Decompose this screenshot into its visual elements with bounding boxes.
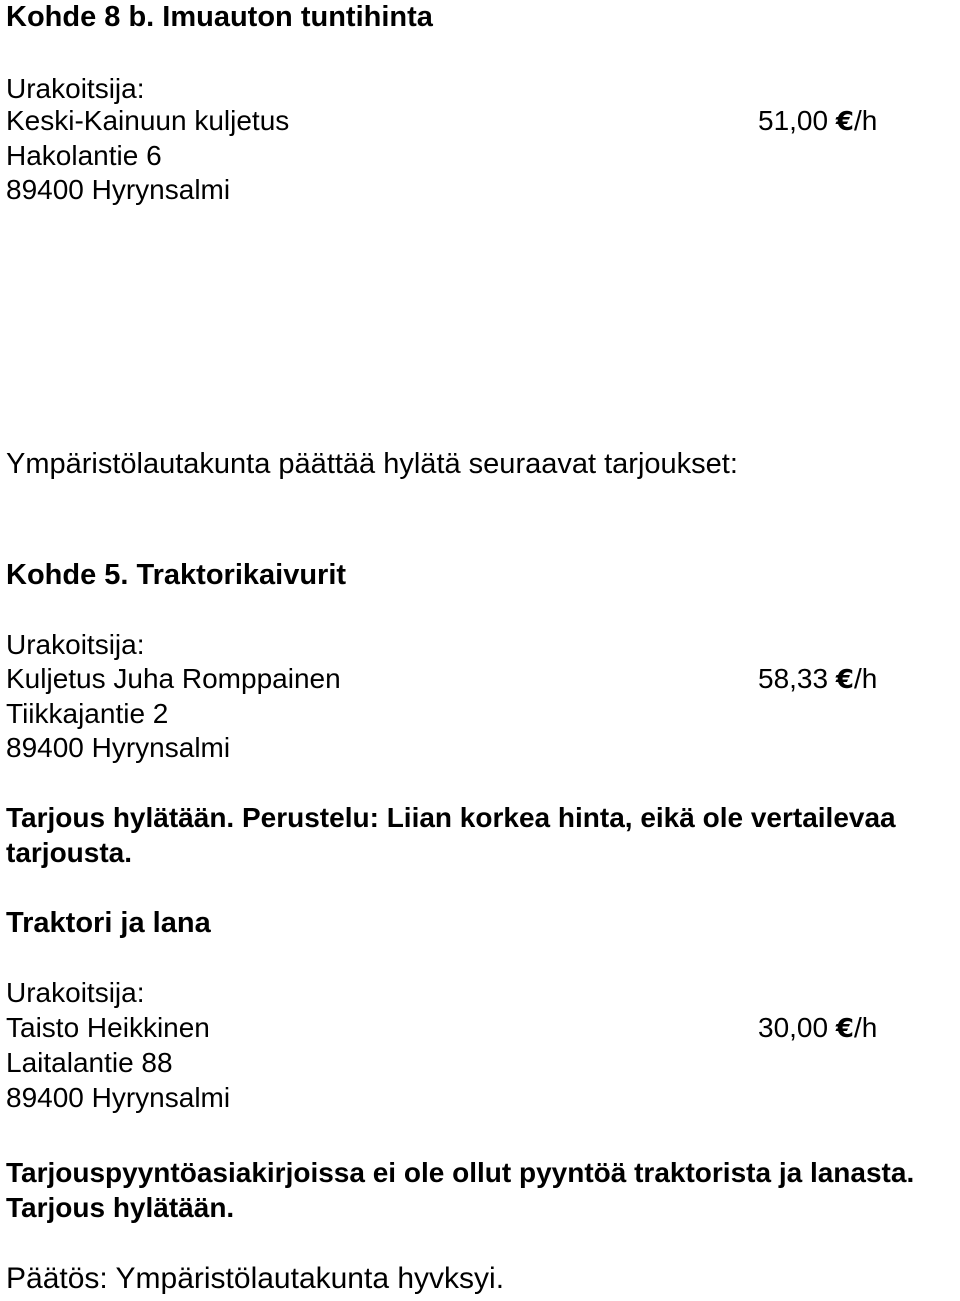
section-1-title: Kohde 8 b. Imuauton tuntihinta: [6, 1, 433, 33]
section-3-city: 89400 Hyrynsalmi: [6, 1082, 231, 1113]
section-2-street: Tiikkajantie 2: [6, 698, 169, 729]
section-3-rejection-line-2: Tarjous hylätään.: [6, 1192, 235, 1223]
section-2-contractor-name: Kuljetus Juha Romppainen: [6, 663, 341, 694]
section-1-price-unit: /h: [853, 105, 878, 136]
euro-icon: €: [835, 665, 854, 695]
section-2-title: Kohde 5. Traktorikaivurit: [6, 559, 347, 591]
section-1-contractor-name: Keski-Kainuun kuljetus: [6, 105, 290, 136]
section-2-price-unit: /h: [853, 663, 878, 694]
final-decision: Päätös: Ympäristölautakunta hyvksyi.: [6, 1262, 505, 1295]
section-3-price-unit: /h: [853, 1012, 878, 1043]
section-1-city: 89400 Hyrynsalmi: [6, 174, 231, 205]
section-2-contractor-label: Urakoitsija:: [6, 629, 145, 660]
section-2-price-value: 58,33: [758, 663, 829, 694]
section-1-contractor-label: Urakoitsija:: [6, 73, 145, 104]
section-1-street: Hakolantie 6: [6, 140, 162, 171]
section-3-price: [758, 1011, 877, 1046]
section-3-contractor-name: Taisto Heikkinen: [6, 1012, 210, 1043]
section-2-rejection-line-1: Tarjous hylätään. Perustelu: Liian korkea hinta, eikä ole vertailevaa: [6, 802, 896, 833]
euro-icon: €: [835, 1014, 854, 1044]
decision-intro: Ympäristölautakunta päättää hylätä seuraavat tarjoukset:: [6, 448, 738, 480]
section-1-price-value: 51,00: [758, 105, 829, 136]
section-3-street: Laitalantie 88: [6, 1047, 173, 1078]
section-2-rejection-line-2: tarjousta.: [6, 837, 133, 868]
section-3-title: Traktori ja lana: [6, 907, 211, 939]
section-1-price: [758, 104, 877, 139]
section-3-contractor-label: Urakoitsija:: [6, 977, 145, 1008]
section-2-city: 89400 Hyrynsalmi: [6, 732, 231, 763]
section-2-price: [758, 662, 877, 697]
section-3-price-value: 30,00: [758, 1012, 829, 1043]
section-3-rejection-line-1: Tarjouspyyntöasiakirjoissa ei ole ollut pyyntöä traktorista ja lanasta.: [6, 1157, 915, 1188]
euro-icon: €: [835, 107, 854, 137]
